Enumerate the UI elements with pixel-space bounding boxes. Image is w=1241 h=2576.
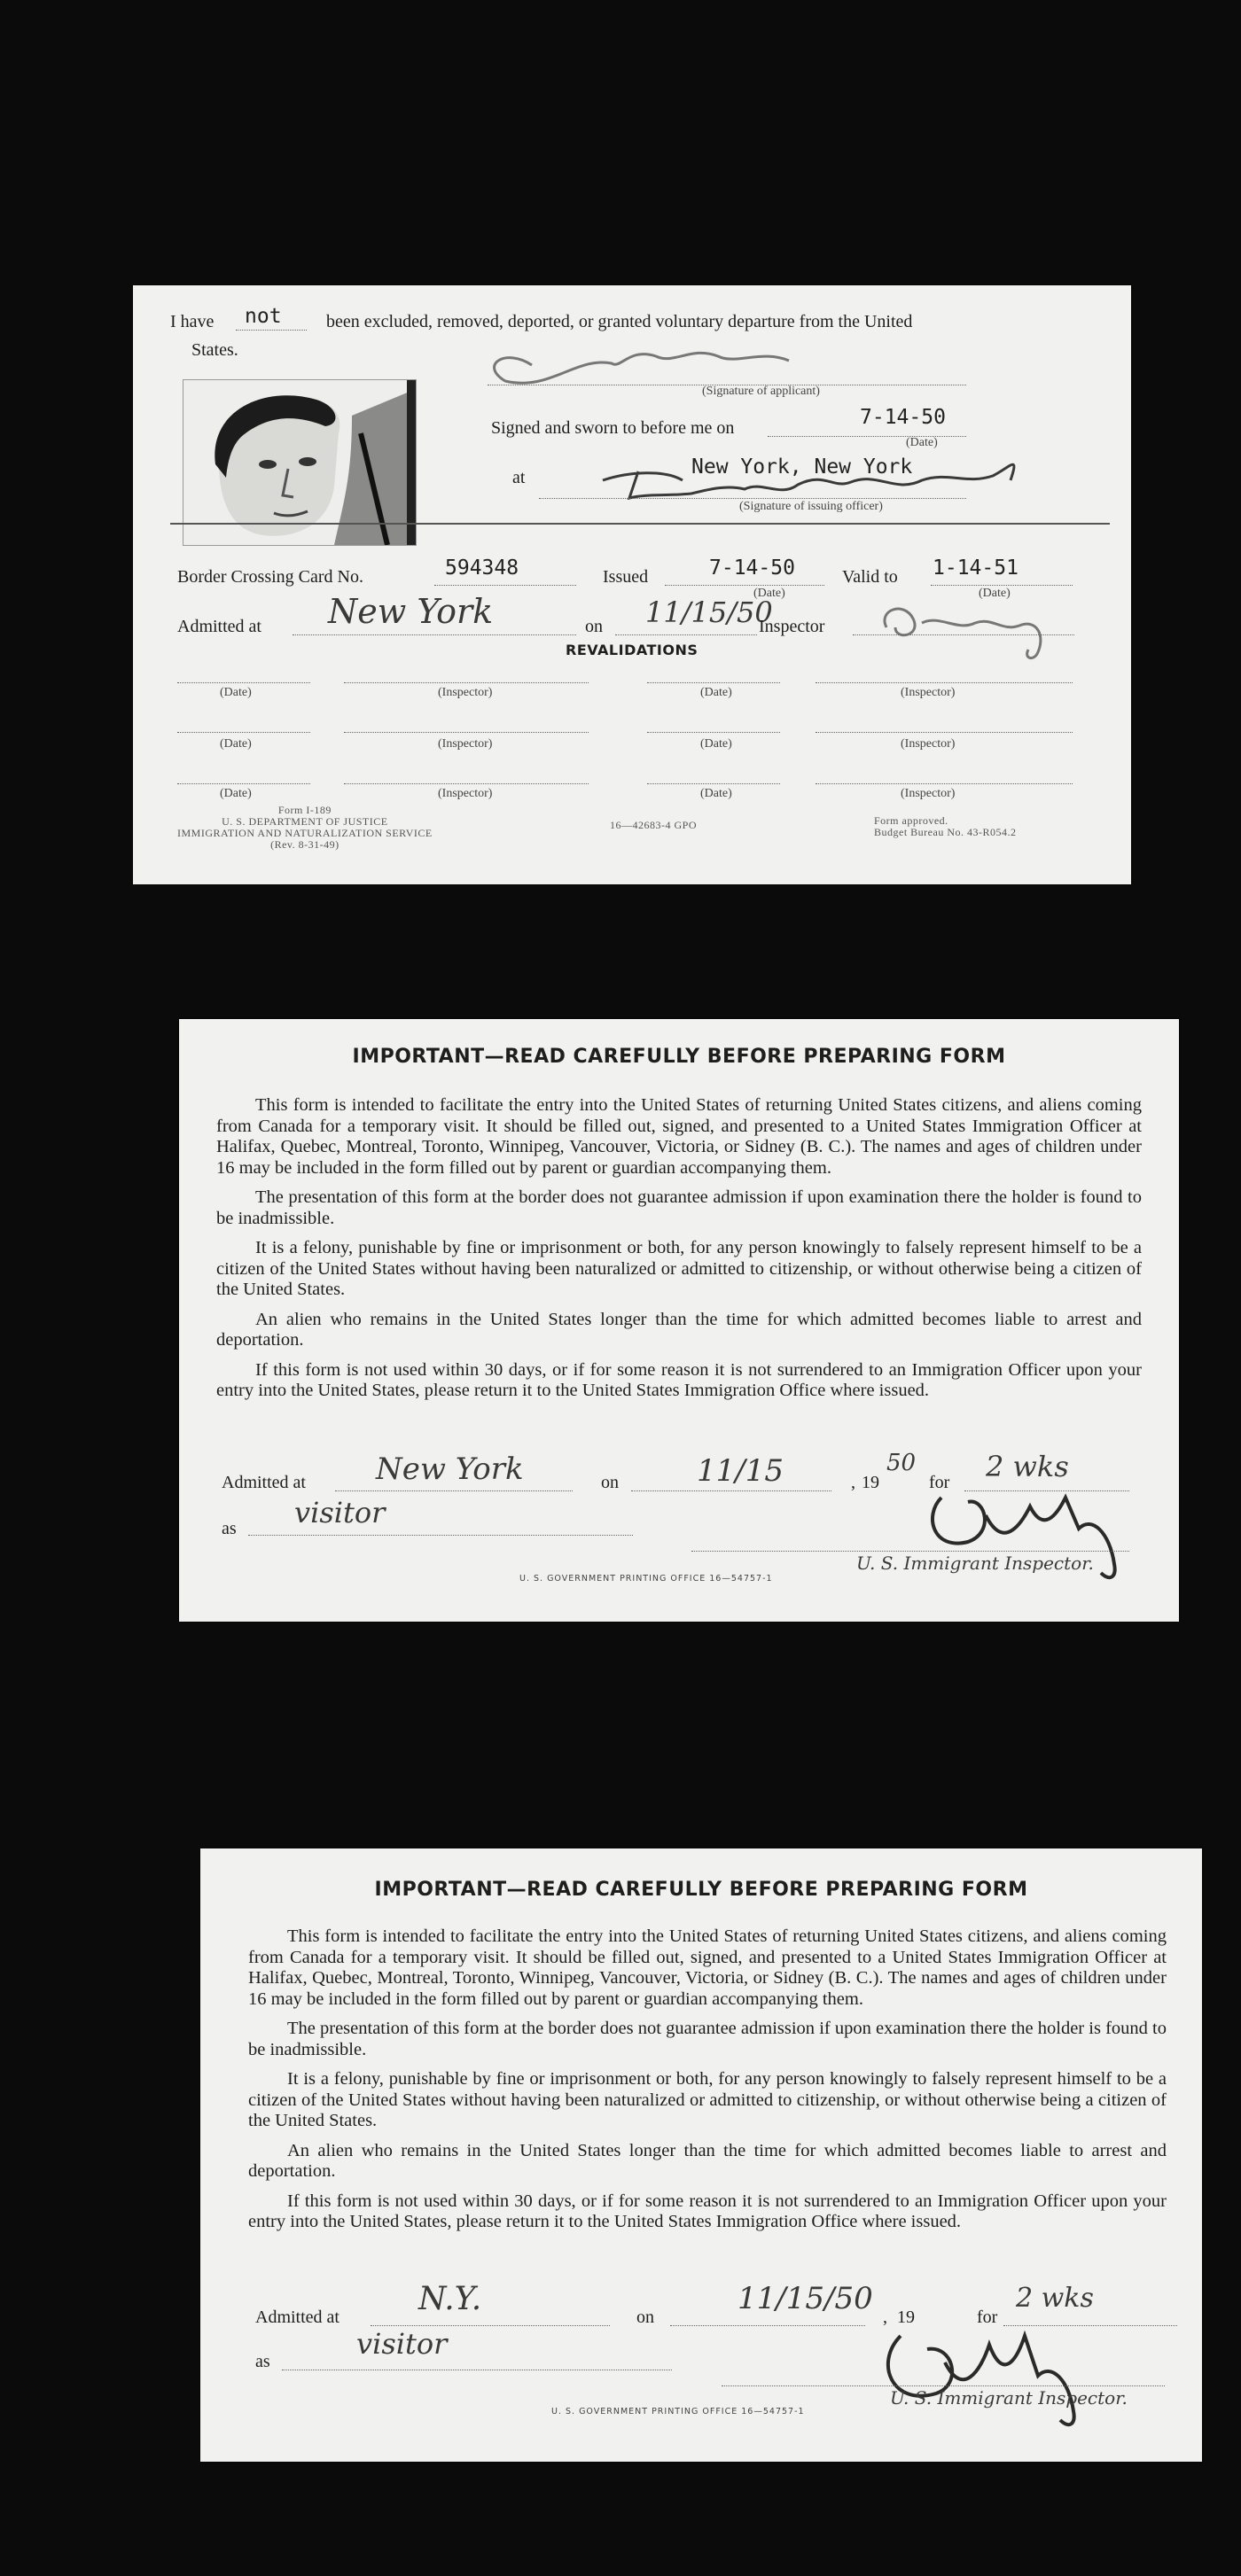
footer-form-no: Form I-189 <box>277 804 332 816</box>
card2-heading: IMPORTANT—READ CAREFULLY BEFORE PREPARING FORM <box>352 1046 1006 1068</box>
card3-for-label: for <box>977 2308 998 2327</box>
card2-for-hand: 2 wks <box>986 1450 1069 1483</box>
rev-inspector-label: (Inspector) <box>901 737 956 751</box>
signed-sworn-label: Signed and sworn to before me on <box>491 418 735 438</box>
signed-date-label: (Date) <box>906 436 938 449</box>
card2-gpo: U. S. GOVERNMENT PRINTING OFFICE 16—54757-1 <box>519 1574 773 1584</box>
card2-on-hand: 11/15 <box>697 1453 784 1489</box>
card2-year-prefix <box>862 1473 879 1493</box>
card2-as-label: as <box>222 1519 237 1538</box>
signature-applicant-label: (Signature of applicant) <box>702 385 820 398</box>
card2-admitted-at-hand: New York <box>376 1451 524 1487</box>
rev-date-label: (Date) <box>700 737 732 751</box>
footer-department: U. S. DEPARTMENT OF JUSTICE <box>222 815 388 828</box>
rev-date-label: (Date) <box>220 686 252 699</box>
footer-revision: (Rev. 8-31-49) <box>270 838 340 851</box>
card3-as-label: as <box>255 2352 270 2371</box>
rev-inspector-label: (Inspector) <box>901 787 956 800</box>
declaration-text: been excluded, removed, deported, or granted voluntary departure from the United <box>326 312 913 331</box>
rev-date-label: (Date) <box>700 686 732 699</box>
rev-inspector-label: (Inspector) <box>438 686 493 699</box>
card2-year-hand: 50 <box>886 1450 917 1476</box>
card-number: 594348 <box>445 556 519 580</box>
border-card-label: Border Crossing Card No. <box>177 567 363 587</box>
border-crossing-card <box>133 285 1131 884</box>
footer-right <box>874 815 1016 838</box>
card2-as-hand: visitor <box>294 1496 386 1529</box>
instruction-card-1 <box>179 1019 1179 1622</box>
card2-for-label: for <box>929 1473 950 1492</box>
place-value: New York, New York <box>691 455 913 479</box>
issued-label: Issued <box>603 567 649 587</box>
valid-label: Valid to <box>842 567 898 587</box>
rev-date-label: (Date) <box>220 737 252 751</box>
card3-on-label: on <box>636 2308 654 2327</box>
revalidations-heading: REVALIDATIONS <box>566 642 699 658</box>
card2-paragraph: This form is intended to facilitate the entry into the United States of returning United States citizens, and aliens coming from Canada for a temporary visit. It should be filled out, signed, and presented to a United States Immigration Officer at Halifax, Quebec, Montreal, Toronto, Winnipeg, Vancouver, Victoria, or Sidney (B. C.). The names and ages of children under 16 may be included in the form filled out by parent or guardian accompanying them. <box>216 1095 1142 1178</box>
admitted-at-hand: New York <box>328 592 494 631</box>
rev-date-label: (Date) <box>220 787 252 800</box>
card2-year-prefix-text: 19 <box>862 1473 879 1492</box>
card3-inspector-signature <box>839 2309 1122 2433</box>
card3-admitted-at-label: Admitted at <box>255 2308 340 2327</box>
signature-officer-label: (Signature of issuing officer) <box>739 500 883 513</box>
footer-left <box>177 805 433 851</box>
valid-date-label: (Date) <box>979 587 1011 600</box>
card2-comma: , <box>851 1473 855 1492</box>
card3-for-hand: 2 wks <box>1016 2283 1094 2314</box>
footer-approved: Form approved. <box>874 814 948 827</box>
card2-paragraph: An alien who remains in the United States longer than the time for which admitted becomes liable to arrest and deportation. <box>216 1309 1142 1350</box>
on-date-hand: 11/15/50 <box>645 595 773 629</box>
card3-paragraph: The presentation of this form at the border does not guarantee admission if upon examination there the holder is found to be inadmissible. <box>248 2019 1167 2059</box>
rev-inspector-label: (Inspector) <box>438 787 493 800</box>
card2-inspector-label: U. S. Immigrant Inspector. <box>856 1553 1094 1574</box>
card3-body <box>248 1926 1167 2242</box>
card3-year-prefix: 19 <box>897 2308 915 2327</box>
card3-on-hand: 11/15/50 <box>738 2281 873 2316</box>
card3-paragraph: An alien who remains in the United States longer than the time for which admitted becomes liable to arrest and deportation. <box>248 2140 1167 2181</box>
card3-inspector-label: U. S. Immigrant Inspector. <box>890 2387 1128 2409</box>
admitted-at-label: Admitted at <box>177 617 261 636</box>
issued-date-label: (Date) <box>753 587 785 600</box>
valid-date: 1-14-51 <box>933 556 1019 580</box>
card3-gpo: U. S. GOVERNMENT PRINTING OFFICE 16—54757-1 <box>551 2407 805 2416</box>
card3-admitted-at-hand: N.Y. <box>418 2281 482 2317</box>
at-label: at <box>512 468 526 487</box>
instruction-card-2 <box>200 1848 1202 2462</box>
applicant-photo <box>183 379 417 546</box>
applicant-signature <box>470 330 966 392</box>
footer-budget: Budget Bureau No. 43-R054.2 <box>874 826 1017 838</box>
card3-paragraph: It is a felony, punishable by fine or imprisonment or both, for any person knowingly to falsely represent himself to be a citizen of the United States without having been naturalized or admitted to citizenship, or without otherwise being a citizen of the United States. <box>248 2069 1167 2130</box>
card2-paragraph: It is a felony, punishable by fine or imprisonment or both, for any person knowingly to falsely represent himself to be a citizen of the United States without having been naturalized or admitted to citizenship, or without otherwise being a citizen of the United States. <box>216 1238 1142 1299</box>
card3-paragraph: If this form is not used within 30 days, or if for some reason it is not surrendered to an Immigration Officer upon your entry into the United States, please return it to the United States Immigration Office where issued. <box>248 2191 1167 2231</box>
card2-on-label: on <box>601 1473 619 1492</box>
card2-admitted-at-label: Admitted at <box>222 1473 306 1492</box>
issued-date: 7-14-50 <box>709 556 795 580</box>
inspector-label: Inspector <box>759 617 825 636</box>
footer-service: IMMIGRATION AND NATURALIZATION SERVICE <box>177 827 433 839</box>
signed-date: 7-14-50 <box>860 406 946 429</box>
card3-paragraph: This form is intended to facilitate the entry into the United States of returning United States citizens, and aliens coming from Canada for a temporary visit. It should be filled out, signed, and presented to a United States Immigration Officer at Halifax, Quebec, Montreal, Toronto, Winnipeg, Vancouver, Victoria, or Sidney (B. C.). The names and ages of children under 16 may be included in the form filled out by parent or guardian accompanying them. <box>248 1926 1167 2009</box>
declaration-filled: not <box>245 305 282 328</box>
card3-heading: IMPORTANT—READ CAREFULLY BEFORE PREPARING FORM <box>374 1879 1028 1901</box>
card2-body <box>216 1095 1142 1411</box>
card3-as-hand: visitor <box>356 2327 448 2361</box>
rev-inspector-label: (Inspector) <box>901 686 956 699</box>
declaration-prefix: I have <box>170 312 215 331</box>
card2-paragraph: The presentation of this form at the border does not guarantee admission if upon examination there the holder is found to be inadmissible. <box>216 1187 1142 1228</box>
footer-mid: 16—42683-4 GPO <box>610 819 698 831</box>
card3-comma: , <box>883 2308 887 2327</box>
card2-paragraph: If this form is not used within 30 days, or if for some reason it is not surrendered to an Immigration Officer upon your entry into the United States, please return it to the United States Immigration Office where issued. <box>216 1359 1142 1400</box>
rev-inspector-label: (Inspector) <box>438 737 493 751</box>
on-label: on <box>585 617 603 636</box>
inspector-signature-1 <box>869 592 1081 663</box>
rev-date-label: (Date) <box>700 787 732 800</box>
declaration-text-2: States. <box>191 340 238 360</box>
